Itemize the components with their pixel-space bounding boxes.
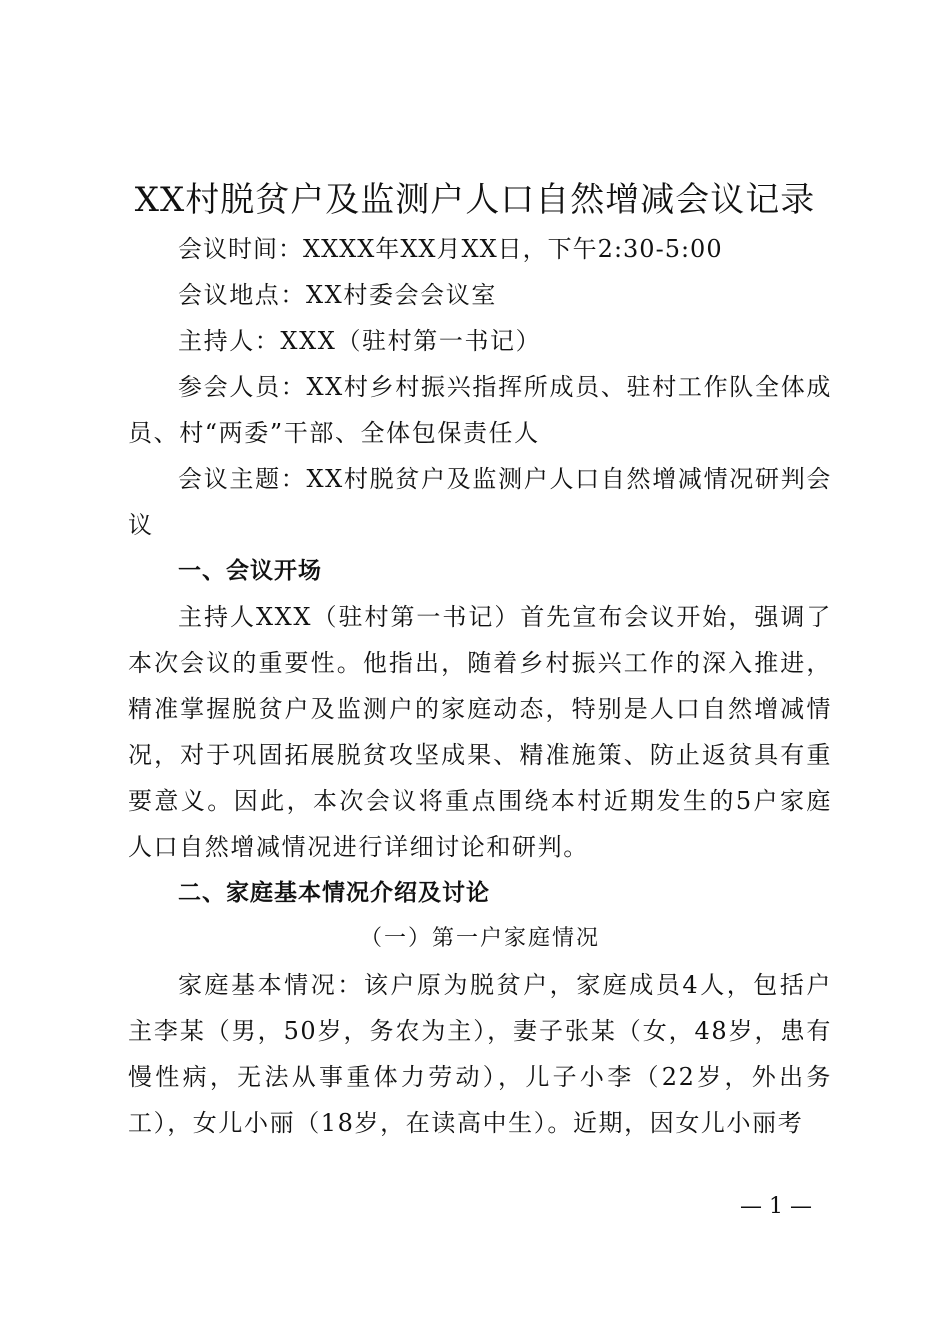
- section-2-heading: 二、家庭基本情况介绍及讨论: [178, 880, 490, 906]
- document-body: [128, 226, 832, 1146]
- section-2-paragraph: 家庭基本情况：该户原为脱贫户，家庭成员4人，包括户主李某（男，50岁，务农为主），妻子张某（女，48岁，患有慢性病，无法从事重体力劳动），儿子小李（22岁，外出务工），女儿小丽（18岁，在读高中生）。近期，因女儿小丽考: [128, 971, 832, 1137]
- section-1-paragraph: 主持人XXX（驻村第一书记）首先宣布会议开始，强调了本次会议的重要性。他指出，随着乡村振兴工作的深入推进，精准掌握脱贫户及监测户的家庭动态，特别是人口自然增减情况，对于巩固拓展脱贫攻坚成果、精准施策、防止返贫具有重要意义。因此，本次会议将重点围绕本村近期发生的5户家庭人口自然增减情况进行详细讨论和研判。: [128, 603, 832, 861]
- page-number: — 1 —: [740, 1194, 812, 1219]
- meeting-location: 会议地点：XX村委会会议室: [178, 281, 497, 309]
- meeting-topic: 会议主题：XX村脱贫户及监测户人口自然增减情况研判会议: [128, 465, 832, 539]
- meeting-host: 主持人：XXX（驻村第一书记）: [178, 327, 542, 355]
- section-2-subheading: （一）第一户家庭情况: [359, 926, 600, 951]
- section-1-heading: 一、会议开场: [178, 558, 322, 584]
- meeting-attendees: 参会人员：XX村乡村振兴指挥所成员、驻村工作队全体成员、村“两委”干部、全体包保责任人: [128, 373, 832, 447]
- document-title: XX村脱贫户及监测户人口自然增减会议记录: [134, 180, 816, 220]
- meeting-time: 会议时间：XXXX年XX月XX日，下午2:30-5:00: [178, 235, 723, 263]
